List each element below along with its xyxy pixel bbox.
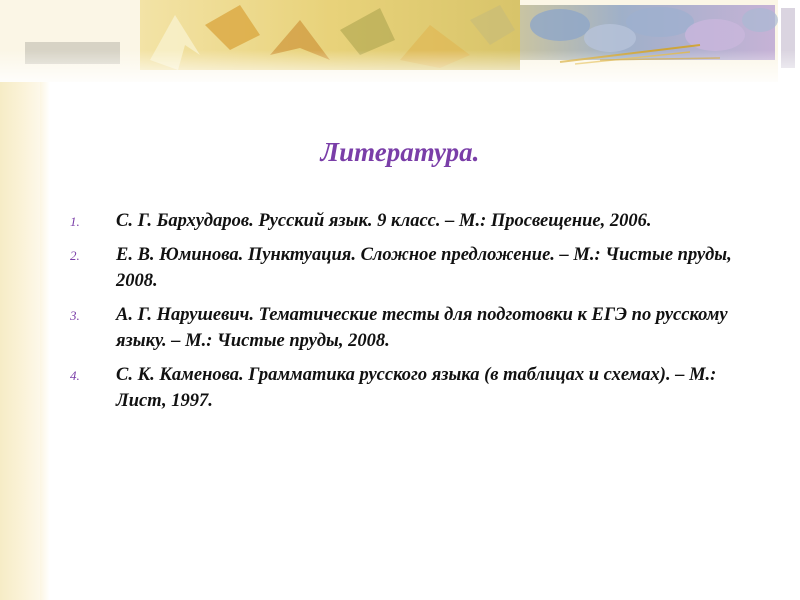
left-decorative-band [0,0,40,600]
reference-text: С. Г. Бархударов. Русский язык. 9 класс. – М.: Просвещение, 2006. [116,211,652,231]
reference-item-3 [70,302,750,354]
reference-list [70,208,750,422]
top-decorative-banner [0,0,800,82]
reference-item-4 [70,362,750,414]
reference-item-2 [70,242,750,294]
list-number: 2. [70,248,80,263]
leaf-banner-image [0,0,800,82]
reference-item-1 [70,208,750,234]
list-number: 4. [70,368,80,383]
reference-text: А. Г. Нарушевич. Тематические тесты для подготовки к ЕГЭ по русскому языку. – М.: Чистые пруды, 2008. [116,305,728,351]
list-number: 3. [70,308,80,323]
list-number: 1. [70,214,80,229]
reference-text: Е. В. Юминова. Пунктуация. Сложное предложение. – М.: Чистые пруды, 2008. [116,245,732,291]
reference-text: С. К. Каменова. Грамматика русского языка (в таблицах и схемах). – М.: Лист, 1997. [116,365,717,411]
slide-title: Литература. [320,137,480,167]
